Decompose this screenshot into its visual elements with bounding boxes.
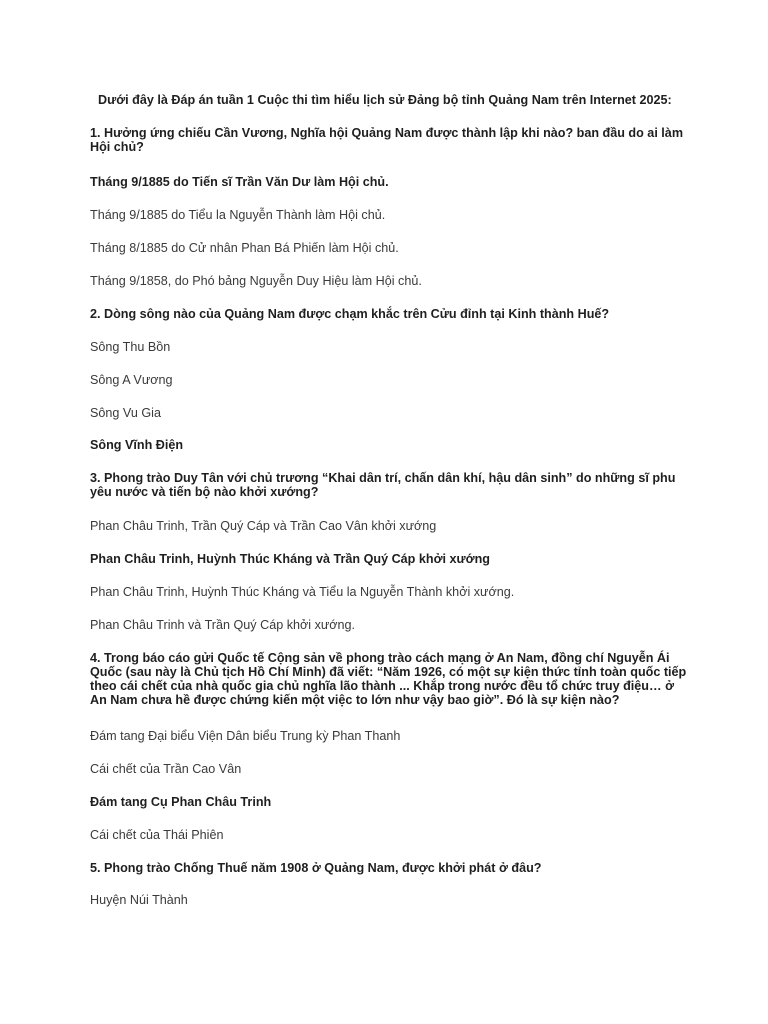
q1-option-1: Tháng 9/1885 do Tiến sĩ Trần Văn Dư làm Hội chủ. (90, 175, 389, 189)
question-1: 1. Hưởng ứng chiếu Cần Vương, Nghĩa hội Quảng Nam được thành lập khi nào? ban đầu do ai làm Hội chủ? (90, 126, 684, 154)
q3-option-4: Phan Châu Trinh và Trần Quý Cáp khởi xướng. (90, 618, 356, 632)
q2-option-3: Sông Vu Gia (90, 406, 161, 420)
question-3: 3. Phong trào Duy Tân với chủ trương “Khai dân trí, chấn dân khí, hậu dân sinh” do những sĩ phu yêu nước và tiến bộ nào khởi xướng? (90, 471, 676, 499)
intro-heading: Dưới đây là Đáp án tuần 1 Cuộc thi tìm hiểu lịch sử Đảng bộ tỉnh Quảng Nam trên Internet 2025: (98, 93, 672, 107)
q1-option-3: Tháng 8/1885 do Cử nhân Phan Bá Phiến làm Hội chủ. (90, 241, 399, 255)
q2-option-4: Sông Vĩnh Điện (90, 438, 184, 452)
question-4: 4. Trong báo cáo gửi Quốc tế Cộng sản về phong trào cách mạng ở An Nam, đồng chí Nguyễn Ái Quốc (sau này là Chủ tịch Hồ Chí Minh) đã viết: “Năm 1926, có một sự kiện thức tỉnh toàn quốc tiếp theo cái chết của nhà quốc gia chủ nghĩa lão thành ... Khắp trong nước đều tổ chức truy điệu… ở An Nam chưa hề được chứng kiến một việc to lớn như vậy bao giờ”. Đó là sự kiện nào? (90, 651, 687, 707)
q1-option-4: Tháng 9/1858, do Phó bảng Nguyễn Duy Hiệu làm Hội chủ. (90, 274, 422, 288)
q3-option-2: Phan Châu Trinh, Huỳnh Thúc Kháng và Trần Quý Cáp khởi xướng (90, 552, 490, 566)
q4-option-1: Đám tang Đại biểu Viện Dân biểu Trung kỳ Phan Thanh (90, 729, 401, 743)
q4-option-3: Đám tang Cụ Phan Châu Trinh (90, 795, 272, 809)
q2-option-2: Sông A Vương (90, 373, 173, 387)
q1-option-2: Tháng 9/1885 do Tiểu la Nguyễn Thành làm Hội chủ. (90, 208, 386, 222)
q3-option-1: Phan Châu Trinh, Trần Quý Cáp và Trần Cao Vân khởi xướng (90, 519, 437, 533)
question-5: 5. Phong trào Chống Thuế năm 1908 ở Quảng Nam, được khởi phát ở đâu? (90, 861, 542, 875)
q4-option-2: Cái chết của Trần Cao Vân (90, 762, 242, 776)
q3-option-3: Phan Châu Trinh, Huỳnh Thúc Kháng và Tiểu la Nguyễn Thành khởi xướng. (90, 585, 515, 599)
question-2: 2. Dòng sông nào của Quảng Nam được chạm khắc trên Cửu đỉnh tại Kinh thành Huế? (90, 307, 610, 321)
q4-option-4: Cái chết của Thái Phiên (90, 828, 224, 842)
q2-option-1: Sông Thu Bồn (90, 340, 171, 354)
q5-option-1: Huyện Núi Thành (90, 893, 188, 907)
